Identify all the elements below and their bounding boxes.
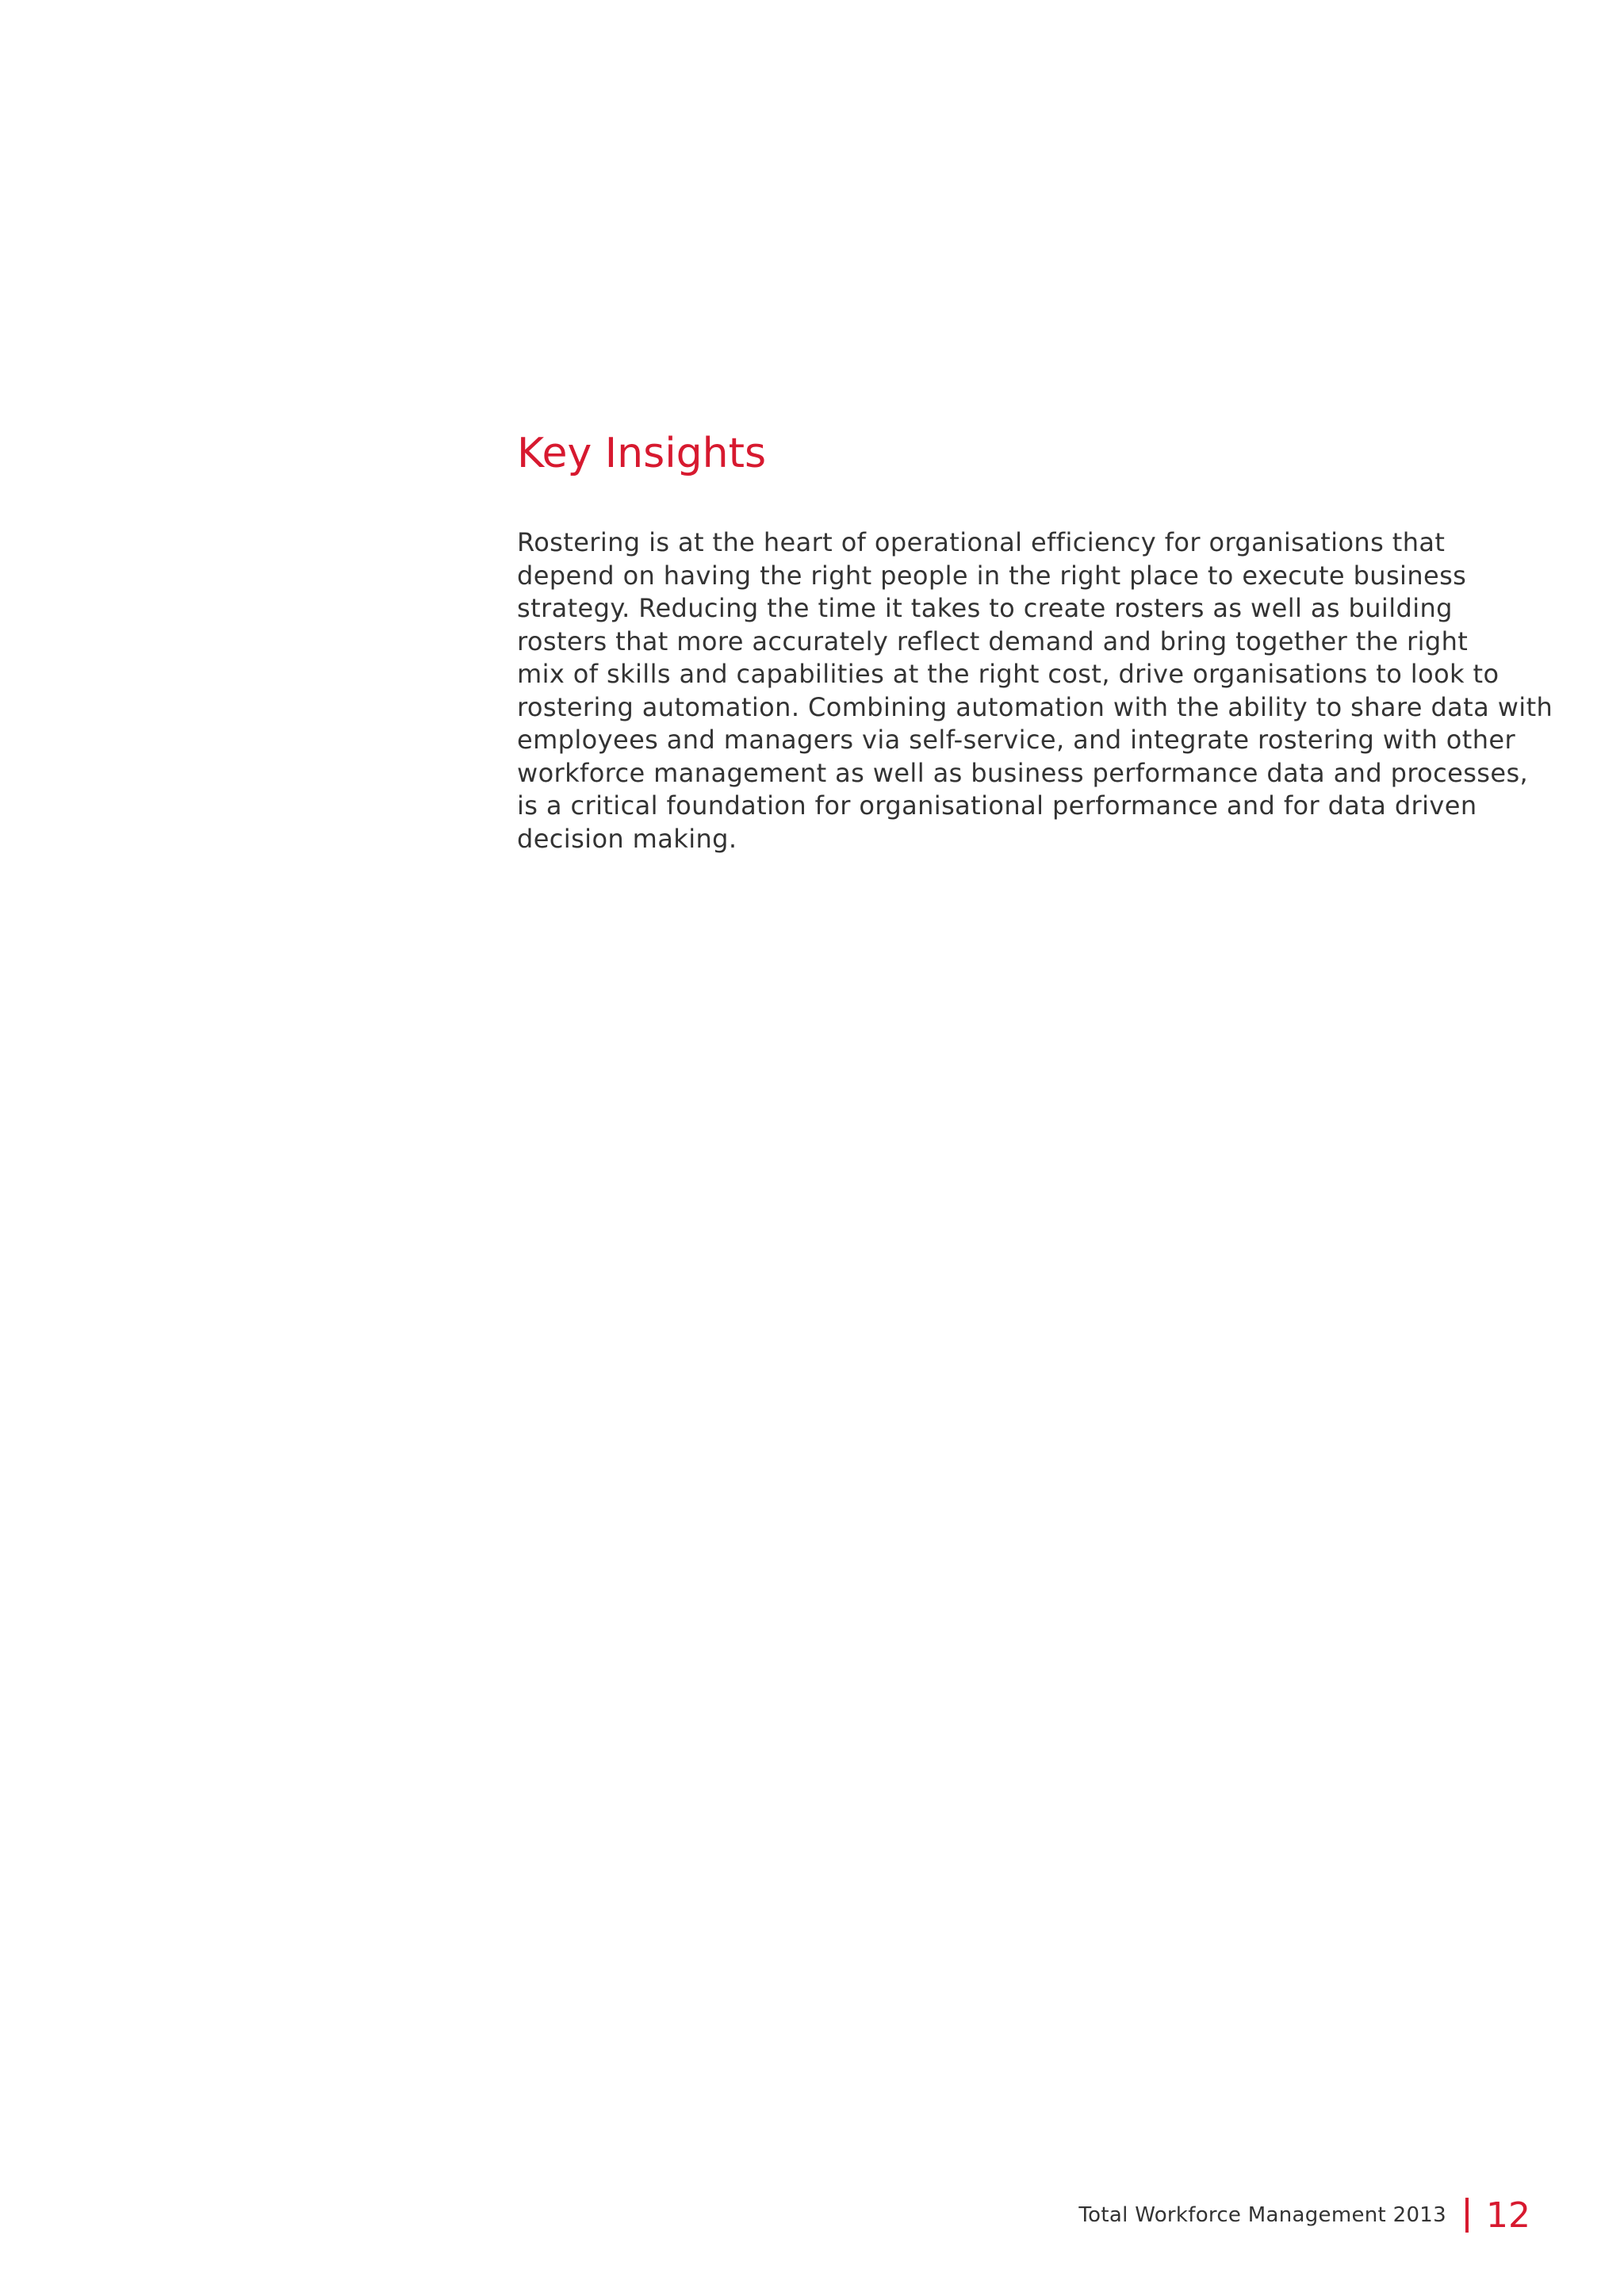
section-heading: Key Insights (517, 430, 767, 477)
body-line: rosters that more accurately reflect demand and bring together the right (517, 626, 1469, 656)
body-line: rostering automation. Combining automation with the ability to share data with (517, 691, 1553, 722)
body-line: workforce management as well as business performance data and processes, (517, 757, 1529, 788)
footer-publication-title: Total Workforce Management 2013 (1078, 2203, 1446, 2227)
footer-divider (1465, 2198, 1469, 2233)
body-line: decision making. (517, 823, 737, 854)
page-number: 12 (1486, 2195, 1530, 2236)
body-paragraph (517, 526, 1553, 855)
body-line: Rostering is at the heart of operational efficiency for organisations that (517, 527, 1446, 557)
body-line: is a critical foundation for organisational performance and for data driven (517, 790, 1477, 821)
body-line: employees and managers via self-service, and integrate rostering with other (517, 725, 1516, 755)
page-footer (1078, 2193, 1530, 2237)
body-line: mix of skills and capabilities at the right cost, drive organisations to look to (517, 659, 1500, 689)
body-line: depend on having the right people in the right place to execute business (517, 560, 1467, 591)
body-line: strategy. Reducing the time it takes to create rosters as well as building (517, 593, 1453, 623)
